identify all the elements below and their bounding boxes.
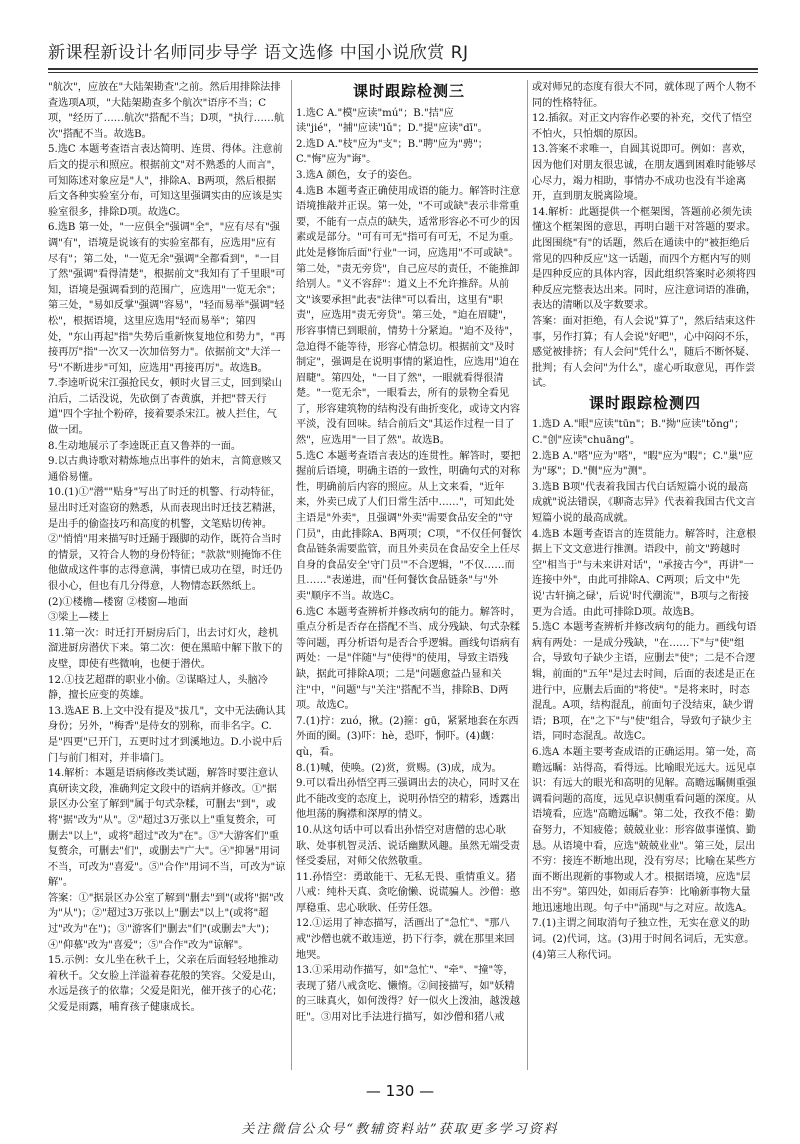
header-rule xyxy=(48,68,758,70)
answer-item: 6.选C 本题考查辨析并修改病句的能力。解答时，重点分析是否存在搭配不当、成分残缺、句式杂糅等问题，再分析语句是否合乎逻辑。画线句语病有两处：一是"伴随"与"使得"的使用，导致主语残缺，据此可排除A项；二是"问题愈益凸显和关注"中，"问题"与"关注"搭配不当，排除B、D两项。故选C。 xyxy=(296,606,521,712)
section-title: 课时跟踪检测四 xyxy=(588,393,701,412)
section-title: 课时跟踪检测三 xyxy=(352,82,465,100)
answer-item: 1.选C A."模"应读"mú"；B."拮"应读"jié"，"捕"应读"lǔ"；D."提"应读"dī"。 xyxy=(296,107,488,135)
answer-item: 6.选B 第一处，"一应俱全"强调"全"，"应有尽有"强调"有"，语境是说该有的实验室都有，应选用"应有尽有"；第二处，"一览无余"强调"全都看到"，"一目了然"强调"看得清楚"，根据前文"我知有了千里眼"可知，语境是强调看到的范围广，应选用"一览无余"；第三处，"易如反掌"强调"容易"，"轻而易举"强调"轻松"，根据语境，这里应选用"轻而易举"；第四处，"东山再起"指"失势后重新恢复地位和势力"，"再接再厉"指"一次又一次加倍努力"。依据前文"大洋一号"不断进步"可知，应选用"再接再厉"。故选B。 xyxy=(48,222,286,374)
answer-item: 1.选D A."眼"应读"tūn"；B."拗"应读"tǒng"；C."创"应读"chuāng"。 xyxy=(532,419,745,447)
answer-item: 或对师兄的态度有很大不同，就体现了两个人物不同的性格特征。 xyxy=(532,82,757,109)
answer-item: (2)①楼檐—楼窗 ②楼窗—地面 xyxy=(48,596,188,608)
answer-item: 7.(1)拧：zuó，揪。(2)箍：gū，紧紧地套在东西外面的圈。(3)吓：hè，恐吓，恫吓。(4)觑：qù，看。 xyxy=(296,715,519,758)
answer-item: 12.①运用了神态描写，活画出了"急忙"、"那八戒"沙僧也就不敢违逆，扔下行李，就在那里来回地哭。 xyxy=(296,918,515,961)
answer-item: 2.选D A."枝"应为"支"；B."聘"应为"骋"；C."悔"应为"诲"。 xyxy=(296,138,488,166)
answer-item: 12.插叙。对正文内容作必要的补充，交代了悟空不怕火，只怕烟的原因。 xyxy=(532,113,752,140)
answer-item: 11.第一次：时迁打开厨房后门，出去讨灯火，趁机溜进厨房潜伏下来。第二次：便在黑暗中解下散下的皮壁，即使有些微响，也便于潜伏。 xyxy=(48,627,283,670)
answer-item: 5.选C 本题考查辨析并修改病句的能力。画线句语病有两处：一是成分残缺，"在……下"与"使"组合，导致句子缺少主语，应删去"使"；二是不合逻辑，前面的"五年"是过去时间，后面的表述是正在进行中，应删去后面的"将使"。"是将来时，时态混乱。A项，结构混乱，前面句子没结束，缺少谓语；B项，在"之下"与"使"组合，导致句子缺少主语，同时态混乱。故选C。 xyxy=(532,622,757,743)
answer-item: 2.选B A."嗒"应为"嗒"，"暇"应为"暇"；C."巢"应为"琢"；D."侧"应为"测"。 xyxy=(532,450,754,478)
answer-item: 4.选B 本题考查正确使用成语的能力。解答时注意语境推敲并正误。第一处，"不可或缺"表示非常重要，不能有一点点的缺失，适常形容必不可少的因素或是部分。"可有可无"指可有可无，不足为重。此处是修饰后面"行业"一词，应选用"不可或缺"。第二处，"责无旁贷"，自己应尽的责任，不能推卸给别人。"义不容辞"：道义上不允许推辞。从前文"该要承担"此表"法律"可以看出，这里有"职责"，应选用"责无旁贷"。第三处，"迫在眉睫"，形容事情已到眼前，情势十分紧迫。"迫不及待"，急迫得不能等待，形容心情急切。根据前文"及时制定"，强调是在说明事情的紧迫性，应选用"迫在眉睫"。第四处，"一目了然"，一眼就看得很清楚。"一览无余"，一眼看去，所有的景物全看见了，形容建筑物的结构没有曲折变化，或诗文内容平淡，没有回味。结合前后文"其运作过程一目了然"，应选用"一目了然"。故选B。 xyxy=(296,185,521,447)
header-rule-thin xyxy=(48,72,758,73)
answer-item: 9.以古典诗歌对精炼地点出事件的始末，言简意赅又通俗易懂。 xyxy=(48,456,282,483)
footer-note: 关注微信公众号“教辅资料站”获取更多学习资料 xyxy=(241,1122,559,1137)
column-right xyxy=(532,80,758,1078)
running-header: 新课程新设计名师同步导学 语文选修 中国小说欣赏 RJ xyxy=(48,43,469,63)
answer-item: "航次"，应放在"大陆架勘查"之前。然后用排除法排查选项A项，"大陆架勘查多个航次"语序不当；C项，"经历了……航次"搭配不当；D项，"执行……航次"搭配不当。故选B。 xyxy=(48,82,285,140)
answer-item: 14.解析：本题是语病修改类试题，解答时要注意认真研读文段，准确判定文段中的语病并修改。①"据景区办公室了解到"属于句式杂糅，可删去"到"，或将"据"改为"从"。②"超过3万张以上"重复赘余，可删去"以上"，或将"超过"改为"在"。③"大游客们"重复赘余，可删去"们"，或删去"广大"。④"抑暑"用词不当，可改为"喜爱"。⑤"合作"用词不当，可改为"谅解"。 xyxy=(48,768,286,889)
answer-item: 3.选B B项"代表着我国古代白话短篇小说的最高成就"说法错误，《聊斋志异》代表着我国古代文言短篇小说的最高成就。 xyxy=(532,481,756,525)
column-middle xyxy=(296,80,522,1078)
answer-item: 11.孙悟空：勇敢能干、无私无畏、重情重义。猪八戒：纯朴天真、贪吃偷懒、说谎骗人。沙僧：憨厚稳重、忠心耿耿、任劳任怨。 xyxy=(296,871,521,914)
answer-item: 10.(1)①"潜""贴身"写出了时迁的机警、行动特征，显出时迁对盗窃的熟悉，从而表现出时迁技艺精湛，是出手的偷盗技巧和高度的机警，文笔贴切传神。②"悄悄"用来描写时迁踊于蹑脚的动作，既符合当时的情景，又符合人物的身份特征；"款款"则掩饰不住他做成这件事的志得意满，事情已成功在望，时迁仍很小心，但也有几分得意，人物情态跃然纸上。 xyxy=(48,487,283,592)
answer-item: 13.①采用动作描写，如"急忙"、"牵"、"撞"等，表现了猪八戒贪吃、懒惰。②间接描写，如"妖精的三昧真火，如何泼得？好一似火上泼油，越泼越旺"。③用对比手法进行描写，如沙僧和猪八戒 xyxy=(296,965,521,1024)
answer-item: ③梁上—楼上 xyxy=(48,612,110,624)
answer-item: 10.从这句话中可以看出孙悟空对唐僧的忠心耿耿、处事机智灵活、说话幽默风趣。虽然无端受责怪受委屈，对师父依然敬重。 xyxy=(296,824,521,868)
column-divider xyxy=(527,80,528,1070)
answer-item: 答案：①"据景区办公室了解到"删去"到"(或将"据"改为"从")；②"超过3万张以上"删去"以上"(或将"超过"改为"在")；③"游客们"删去"们"(或删去"大")；④"仰慕"改为"喜爱"；⑤"合作"改为"谅解"。 xyxy=(48,892,284,951)
answer-item: 8.(1)喊，使唤。(2)赏，赏赐。(3)成，成为。 xyxy=(296,762,502,774)
answer-item: 3.选A 颜色，女子的姿色。 xyxy=(296,169,419,181)
answer-item: 5.选C 本题考查语言表达简明、连贯、得体。注意前后文的提示和照应。根据前文"对不熟悉的人而言"，可知陈述对象应是"人"，排除A、B两项，然后根据后文各种实验室分布，可知这里强调实由的应该是实验室很多，排除D项。故选C。 xyxy=(48,144,283,218)
column-left xyxy=(48,80,286,1078)
column-divider xyxy=(291,80,292,1070)
answer-item: 6.选A 本题主要考查成语的正确运用。第一处，高瞻远瞩：站得高，看得远。比喻眼光远大。远见卓识：有远大的眼光和高明的见解。高瞻远瞩侧重强调看问题的高度，远见卓识侧重看问题的深度。从语境看，应选"高瞻远瞩"。第二处，孜孜不倦：勤奋努力，不知疲倦；兢兢业业：形容做事谨慎、勤恳。从语境中看，应选"兢兢业业"。第三处，层出不穷：接连不断地出现，没有穷尽；比喻在某些方面不断出现新的事物或人才。根据语境，应选"层出不穷"。第四处，如雨后春笋：比喻新事物大量地迅速地出现。句子中"涌现"与之对应。故选A。 xyxy=(532,746,757,914)
answer-item: 7.(1)主谓之间取消句子独立性，无实在意义的助词。(2)代词，这。(3)用于时间名词后，无实意。(4)第三人称代词。 xyxy=(532,918,755,961)
answer-item: 15.示例：女儿坐在秋千上，父亲在后面轻轻地推动着秋千。父女脸上洋溢着春花般的笑容。父爱是山，水远是孩子的依靠；父爱是阳光，催开孩子的心花；父爱是雨露，哺育孩子健康成长。 xyxy=(48,955,283,1014)
answer-item: 答案：面对拒绝，有人会说"算了"，然后结束这件事，另作打算；有人会说"好吧"，心中闷闷不乐，感觉被排挤；有人会问"凭什么"，随后不断怀疑、批判；有人会问"为什么"，虚心听取意见，再作尝试。 xyxy=(532,315,756,390)
answer-item: 9.可以看出孙悟空再三强调出去的决心，同时又在此不能改变的态度上，说明孙悟空的精彩，透露出他坦荡的胸襟和深厚的情义。 xyxy=(296,778,521,821)
answer-item: 4.选B 本题考查语言的连贯能力。解答时，注意根据上下文文意进行推测。语段中，前文"跨越时空"相当于"与未来讲对话"，"承接古今"，再讲"一连接中外"，由此可排除A、C两项；后文中"先说'古轩摘之碌'，后说'时代潮流'"，B项与之衔接更为合适。由此可排除D项。故选B。 xyxy=(532,528,757,618)
answer-item: 8.生动地展示了李逵既正直又鲁莽的一面。 xyxy=(48,440,242,452)
page-number: — 130 — xyxy=(365,1082,435,1100)
answer-item: 13.答案不求唯一，自圆其说即可。例如：喜欢，因为他们对朋友很忠诚，在朋友遇到困难时能够尽心尽力，竭力相助，事情办不成功也没有半途离开，直到朋友脱离险境。 xyxy=(532,144,757,203)
page-number-value: 130 xyxy=(385,1082,415,1100)
answer-item: 12.①技艺超群的职业小偷。②谋略过人，头脑冷静，擅长应变的英雄。 xyxy=(48,674,268,702)
answer-item: 7.李逵听说宋江强抢民女，顿时火冒三丈，回到梁山泊后，二话没说，先砍倒了杏黄旗，并把"替天行道"四个字扯个粉碎，接着要杀宋江。被人拦住，气做一团。 xyxy=(48,378,282,437)
answer-item: 5.选C 本题考查语言表达的连贯性。解答时，要把握前后语境，明确主语的一致性，明确句式的对称性，明确前后内容的照应。从上文来看，"近年来，外卖已成了人们日常生活中……"，可知此处主语是"外卖"，且强调"外卖"需要食品安全的"守门员"，由此排除A、B两项；C项，"不仅任何餐饮食品链条需要监管，而且外卖员在食品安全上任尽自身的食品安全'守门员'"不合逻辑，"不仅……而且……"表递进，而"任何餐饮食品链条"与"外卖"顺序不当。故选C。 xyxy=(296,450,522,602)
answer-item: 13.选AE B.上文中没有提及"拔几"，文中无法确认其身份；另外，"梅香"是侍女的别称，而非名字。C.是"四更"已开门，五更时过才到溪地边。D.小说中后门与前门相对，并非墙门。 xyxy=(48,705,286,764)
answer-item: 14.解析：此题提供一个框架图，答题前必须先读懂这个框架图的意思，再明白题干对答题的要求。此图围绕"有"的话题，然后在通读中的"被拒绝后常见的四种反应"这一话题，而四个方框内写的则是四种反应的具体内容，因此组织答案时必须将四种反应完整表达出来。同时，应注意词语的准确，表达的清晰以及字数要求。 xyxy=(532,206,757,312)
